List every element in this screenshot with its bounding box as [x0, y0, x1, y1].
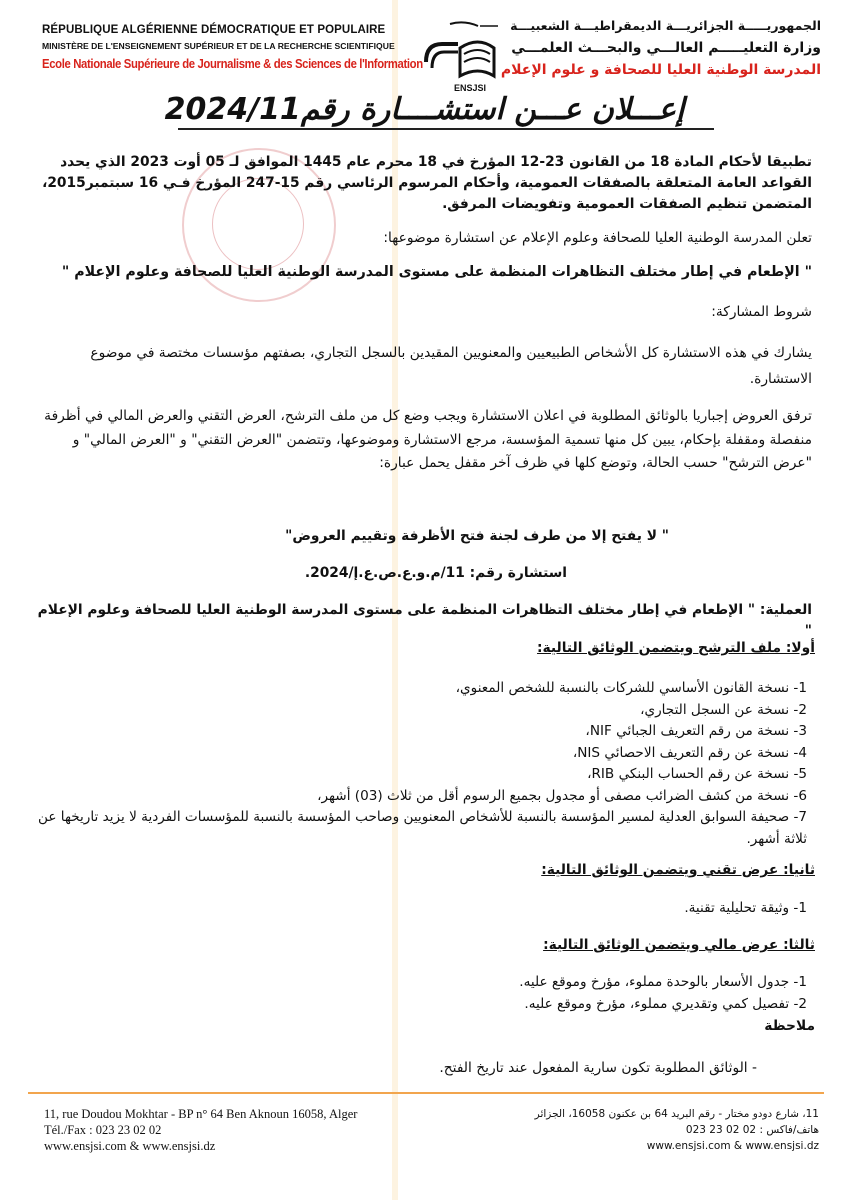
- footer-fr-address: 11, rue Doudou Mokhtar - BP n° 64 Ben Aknoun 16058, Alger: [44, 1107, 358, 1121]
- footer-fr-phone: Tél./Fax : 023 23 02 02: [44, 1123, 162, 1137]
- section3-list: [27, 972, 807, 1015]
- list-item: 3- نسخة من رقم التعريف الجبائي NIF،: [585, 723, 807, 739]
- footer-ar-contact: [535, 1106, 819, 1154]
- footer-fr-web: www.ensjsi.com & www.ensjsi.dz: [44, 1139, 216, 1153]
- title-underline: [178, 128, 714, 130]
- participation-paragraph: يشارك في هذه الاستشارة كل الأشخاص الطبيعيين والمعنويين المقيدين بالسجل التجاري، بصفتهم مؤسسات مختصة في موضوع الاستشارة.: [90, 345, 812, 387]
- footer-ar-address: 11، شارع دودو مختار - رقم البريد 64 بن عكنون 16058، الجزائر: [534, 1108, 819, 1120]
- list-item: 1- نسخة القانون الأساسي للشركات بالنسبة للشخص المعنوي،: [455, 680, 807, 696]
- list-item: 2- تفصيل كمي وتقديري مملوء، مؤرخ وموقع عليه.: [524, 995, 807, 1012]
- section1-title: أولا: ملف الترشح ويتضمن الوثائق التالية:: [537, 640, 815, 656]
- list-item: 1- وثيقة تحليلية تقنية.: [684, 900, 807, 916]
- list-item: 4- نسخة عن رقم التعريف الاحصائي NIS،: [572, 744, 807, 761]
- footer-fr-contact: [44, 1106, 357, 1154]
- list-item: 5- نسخة عن رقم الحساب البنكي RIB،: [587, 766, 807, 782]
- section2-list: [27, 898, 807, 920]
- section2-title: ثانيا: عرض تقني ويتضمن الوثائق التالية:: [541, 862, 815, 878]
- header-fr-ministry: MINISTÈRE DE L'ENSEIGNEMENT SUPÉRIEUR ET DE LA RECHERCHE SCIENTIFIQUE: [42, 41, 395, 51]
- list-item: 2- نسخة عن السجل التجاري،: [640, 701, 807, 718]
- section3-title: ثالثا: عرض مالي ويتضمن الوثائق التالية:: [543, 937, 815, 953]
- footer-divider: [28, 1092, 824, 1094]
- logo-text: ENSJSI: [454, 83, 487, 93]
- section1-list: [27, 678, 807, 850]
- consultation-reference: استشارة رقم: 11/م.و.ع.ص.ع.إ/2024.: [304, 565, 567, 581]
- note-text: - الوثائق المطلوبة تكون سارية المفعول عند تاريخ الفتح.: [439, 1060, 757, 1076]
- intro-paragraph: تطبيقا لأحكام المادة 18 من القانون 23-12 المؤرخ في 18 محرم عام 1445 الموافق لـ 05 أوت 2023 الذي يحدد القواعد العامة المتعلقة بالصفقات العمومية، وأحكام المرسوم الرئاسي رقم 15-247 المؤرخ فـي 16 سبتمبر2015، المتضمن تنظيم الصفقات العمومية وتفويضات المرفق.: [42, 154, 812, 212]
- list-item: 7- صحيفة السوابق العدلية لمسير المؤسسة بالنسبة للأشخاص المعنويين وصاحب المؤسسة بالنسبة للمؤسسات الفردية لا يزيد تاريخها عن ثلاثة أشهر.: [38, 809, 807, 847]
- footer-ar-web: www.ensjsi.com & www.ensjsi.dz: [646, 1140, 819, 1152]
- header-ar-republic: الجمهوريـــــة الجزائريـــة الديمقراطيـــة الشعبيـــة: [510, 18, 821, 33]
- conditions-label: شروط المشاركة:: [711, 304, 812, 320]
- header-ar-ministry: وزارة التعليـــــم العالـــي والبحـــث العلمـــي: [511, 40, 821, 56]
- header-fr-school: Ecole Nationale Supérieure de Journalisme & des Sciences de l'Information: [42, 57, 423, 71]
- list-item: 1- جدول الأسعار بالوحدة مملوء، مؤرخ وموقع عليه.: [519, 974, 807, 990]
- announcement-text: تعلن المدرسة الوطنية العليا للصحافة وعلوم الإعلام عن استشارة موضوعها:: [383, 230, 812, 246]
- list-item: 6- نسخة من كشف الضرائب مصفى أو مجدول بجميع الرسوم أقل من ثلاث (03) أشهر،: [317, 787, 807, 804]
- subject-quote: " الإطعام في إطار مختلف التظاهرات المنظمة على مستوى المدرسة الوطنية العليا للصحافة وعلوم الإعلام ": [61, 264, 812, 280]
- header-fr-republic: RÉPUBLIQUE ALGÉRIENNE DÉMOCRATIQUE ET POPULAIRE: [42, 24, 386, 36]
- do-not-open-phrase: " لا يفتح إلا من طرف لجنة فتح الأظرفة وتقييم العروض": [285, 528, 669, 544]
- footer-ar-phone: هاتف/فاكس : 02 02 23 023: [685, 1124, 819, 1136]
- offers-paragraph: ترفق العروض إجباريا بالوثائق المطلوبة في اعلان الاستشارة ويجب وضع كل من ملف الترشح، العرض التقني والعرض المالي في أظرفة منفصلة ومقفلة بإحكام، يبين كل منها تسمية المؤسسة، مرجع الاستشارة وموضوعها، وتتضمن "العرض التقني" و "العرض المالي" و "عرض الترشح" حسب الحالة، وتوضع كلها في ظرف آخر مقفل يحمل عبارة:: [44, 408, 812, 471]
- note-label: ملاحظة: [764, 1018, 815, 1034]
- page-title: إعـــلان عـــن استشــــارة رقم2024/11: [164, 92, 685, 127]
- header-ar-school: المدرسة الوطنية العليا للصحافة و علوم الإعلام: [500, 62, 821, 78]
- operation-line: العملية: " الإطعام في إطار مختلف التظاهرات المنظمة على مستوى المدرسة الوطنية العليا للصحافة وعلوم الإعلام ": [37, 602, 812, 639]
